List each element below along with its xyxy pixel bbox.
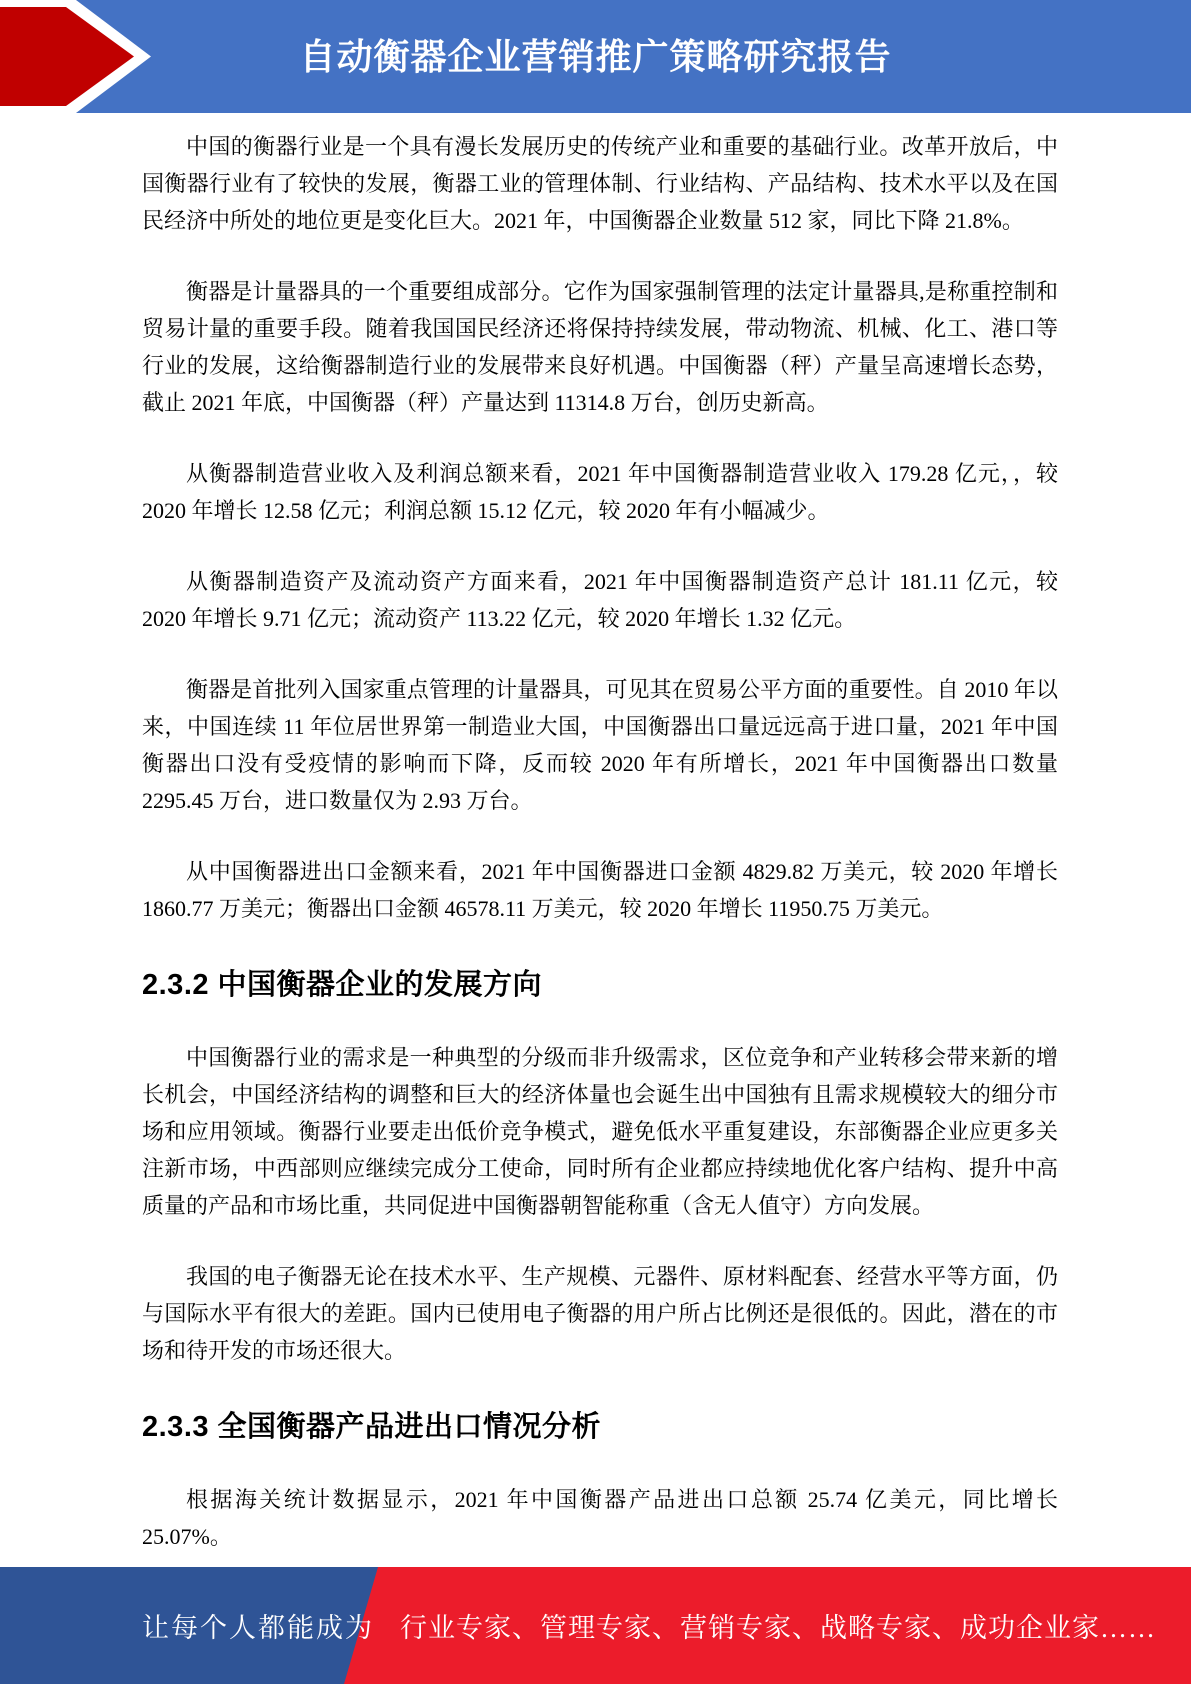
document-body [0, 113, 1191, 1623]
intro-paragraph-4: 从衡器制造资产及流动资产方面来看，2021 年中国衡器制造资产总计 181.11 亿元，较 2020 年增长 9.71 亿元；流动资产 113.22 亿元，较 2020 年增长 1.32 亿元。 [142, 569, 1058, 631]
footer-slogan-right: 行业专家、管理专家、营销专家、战略专家、成功企业家…… [400, 1613, 1156, 1643]
section-2-3-3-paragraph-1: 根据海关统计数据显示，2021 年中国衡器产品进出口总额 25.74 亿美元，同比增长 25.07%。 [142, 1487, 1058, 1549]
footer-band [0, 1567, 1191, 1684]
report-title: 自动衡器企业营销推广策略研究报告 [299, 36, 892, 77]
section-2-3-2-paragraph-2: 我国的电子衡器无论在技术水平、生产规模、元器件、原材料配套、经营水平等方面，仍与国际水平有很大的差距。国内已使用电子衡器的用户所占比例还是很低的。因此，潜在的市场和待开发的市场还很大。 [142, 1264, 1058, 1363]
footer-slogan-left: 让每个人都能成为 [142, 1613, 374, 1643]
intro-paragraph-3: 从衡器制造营业收入及利润总额来看，2021 年中国衡器制造营业收入 179.28 亿元，，较 2020 年增长 12.58 亿元；利润总额 15.12 亿元，较 2020 年有小幅减少。 [142, 461, 1058, 523]
header-banner [0, 0, 1191, 113]
intro-paragraph-5: 衡器是首批列入国家重点管理的计量器具，可见其在贸易公平方面的重要性。自 2010 年以来，中国连续 11 年位居世界第一制造业大国，中国衡器出口量远远高于进口量，2021 年中国衡器出口没有受疫情的影响而下降，反而较 2020 年有所增长，2021 年中国衡器出口数量 2295.45 万台，进口数量仅为 2.93 万台。 [142, 677, 1058, 813]
section-heading-2-3-2: 2.3.2 中国衡器企业的发展方向 [142, 969, 543, 1001]
intro-paragraph-2: 衡器是计量器具的一个重要组成部分。它作为国家强制管理的法定计量器具,是称重控制和贸易计量的重要手段。随着我国国民经济还将保持持续发展，带动物流、机械、化工、港口等行业的发展，这给衡器制造行业的发展带来良好机遇。中国衡器（秤）产量呈高速增长态势，截止 2021 年底，中国衡器（秤）产量达到 11314.8 万台，创历史新高。 [142, 279, 1058, 415]
intro-paragraph-1: 中国的衡器行业是一个具有漫长发展历史的传统产业和重要的基础行业。改革开放后，中国衡器行业有了较快的发展，衡器工业的管理体制、行业结构、产品结构、技术水平以及在国民经济中所处的地位更是变化巨大。2021 年，中国衡器企业数量 512 家，同比下降 21.8%。 [142, 134, 1058, 233]
section-heading-2-3-3: 2.3.3 全国衡器产品进出口情况分析 [142, 1411, 602, 1443]
intro-paragraph-6: 从中国衡器进出口金额来看，2021 年中国衡器进口金额 4829.82 万美元，较 2020 年增长 1860.77 万美元；衡器出口金额 46578.11 万美元，较 2020 年增长 11950.75 万美元。 [142, 859, 1058, 921]
section-2-3-2-paragraph-1: 中国衡器行业的需求是一种典型的分级而非升级需求，区位竞争和产业转移会带来新的增长机会，中国经济结构的调整和巨大的经济体量也会诞生出中国独有且需求规模较大的细分市场和应用领域。衡器行业要走出低价竞争模式，避免低水平重复建设，东部衡器企业应更多关注新市场，中西部则应继续完成分工使命，同时所有企业都应持续地优化客户结构、提升中高质量的产品和市场比重，共同促进中国衡器朝智能称重（含无人值守）方向发展。 [142, 1045, 1058, 1218]
